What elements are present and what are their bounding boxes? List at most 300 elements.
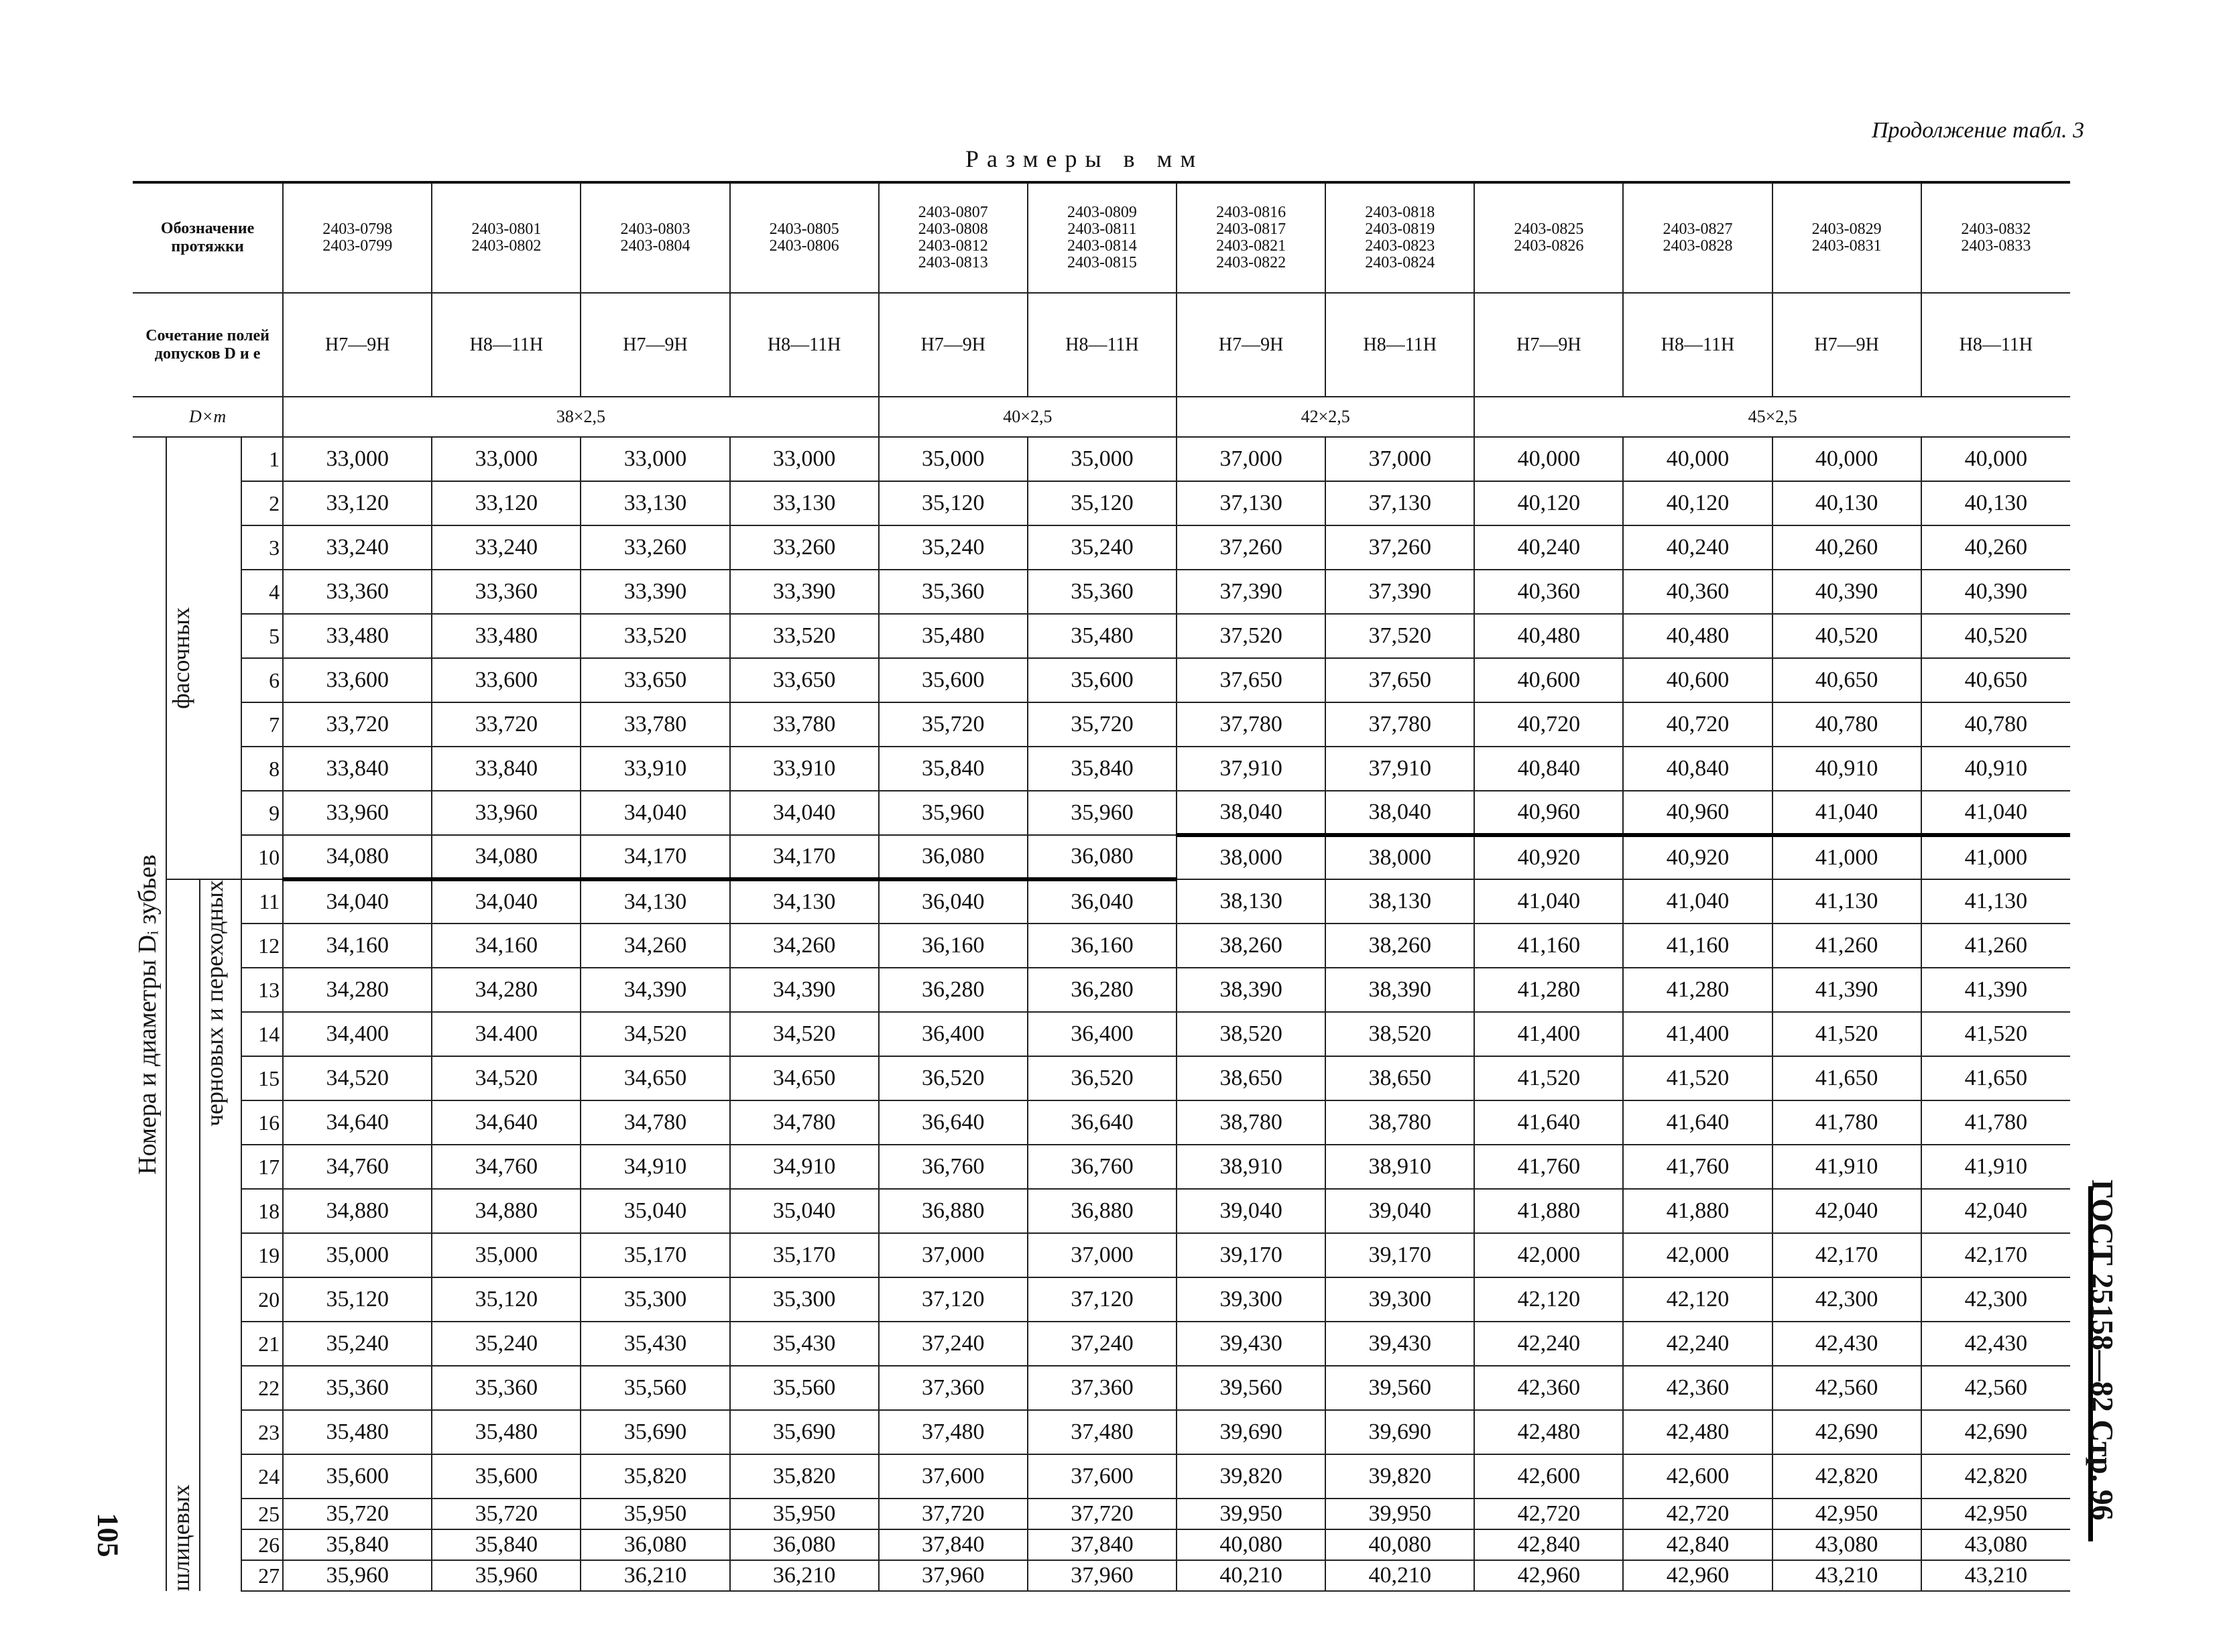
value-cell: 37,840 bbox=[879, 1529, 1028, 1560]
value-cell: 36,640 bbox=[1028, 1100, 1177, 1145]
value-cell: 37,600 bbox=[879, 1454, 1028, 1499]
designation-cell: 2403-0807 2403-0808 2403-0812 2403-0813 bbox=[879, 182, 1028, 293]
value-cell: 35,600 bbox=[432, 1454, 581, 1499]
table-row bbox=[133, 1366, 2070, 1410]
value-cell: 33,910 bbox=[581, 747, 729, 791]
value-cell: 40,840 bbox=[1474, 747, 1623, 791]
value-cell: 37,910 bbox=[1325, 747, 1474, 791]
value-cell: 39,950 bbox=[1177, 1499, 1325, 1529]
value-cell: 33,960 bbox=[283, 791, 432, 835]
value-cell: 34,760 bbox=[432, 1145, 581, 1189]
value-cell: 40,360 bbox=[1623, 570, 1772, 614]
fit-cell: H7—9H bbox=[1772, 293, 1921, 397]
value-cell: 37,130 bbox=[1325, 481, 1474, 525]
value-cell: 35,480 bbox=[1028, 614, 1177, 658]
value-cell: 37,120 bbox=[879, 1277, 1028, 1322]
value-cell: 34,280 bbox=[283, 968, 432, 1012]
value-cell: 40,600 bbox=[1623, 658, 1772, 702]
value-cell: 35,240 bbox=[1028, 525, 1177, 570]
table-row bbox=[133, 1100, 2070, 1145]
gost-label: ГОСТ 25158—82 Стр. 96 bbox=[2086, 1180, 2120, 1521]
value-cell: 34,130 bbox=[581, 879, 729, 924]
value-cell: 36,080 bbox=[1028, 835, 1177, 879]
value-cell: 34,390 bbox=[730, 968, 879, 1012]
value-cell: 43,080 bbox=[1772, 1529, 1921, 1560]
value-cell: 34,040 bbox=[283, 879, 432, 924]
value-cell: 33,910 bbox=[730, 747, 879, 791]
table-row bbox=[133, 1410, 2070, 1454]
value-cell: 33,480 bbox=[432, 614, 581, 658]
value-cell: 37,000 bbox=[1177, 437, 1325, 481]
value-cell: 34,040 bbox=[432, 879, 581, 924]
value-cell: 42,170 bbox=[1921, 1233, 2070, 1277]
value-cell: 36,280 bbox=[879, 968, 1028, 1012]
designation-cell: 2403-0829 2403-0831 bbox=[1772, 182, 1921, 293]
value-cell: 41,130 bbox=[1772, 879, 1921, 924]
value-cell: 40,520 bbox=[1772, 614, 1921, 658]
value-cell: 38,650 bbox=[1325, 1056, 1474, 1100]
value-cell: 35,000 bbox=[283, 1233, 432, 1277]
value-cell: 41,760 bbox=[1623, 1145, 1772, 1189]
value-cell: 42,430 bbox=[1921, 1322, 2070, 1366]
value-cell: 33,650 bbox=[730, 658, 879, 702]
value-cell: 41,040 bbox=[1623, 879, 1772, 924]
table-row bbox=[133, 1322, 2070, 1366]
tooth-number: 13 bbox=[241, 968, 283, 1012]
value-cell: 37,520 bbox=[1177, 614, 1325, 658]
value-cell: 36,880 bbox=[1028, 1189, 1177, 1233]
value-cell: 37,480 bbox=[1028, 1410, 1177, 1454]
value-cell: 42,600 bbox=[1623, 1454, 1772, 1499]
value-cell: 40,000 bbox=[1474, 437, 1623, 481]
table-row bbox=[133, 525, 2070, 570]
value-cell: 34,910 bbox=[581, 1145, 729, 1189]
value-cell: 38,260 bbox=[1177, 924, 1325, 968]
value-cell: 39,170 bbox=[1177, 1233, 1325, 1277]
dm-group-cell: 38×2,5 bbox=[283, 397, 879, 437]
value-cell: 41,640 bbox=[1623, 1100, 1772, 1145]
value-cell: 33,480 bbox=[283, 614, 432, 658]
tooth-number: 18 bbox=[241, 1189, 283, 1233]
value-cell: 40,650 bbox=[1772, 658, 1921, 702]
value-cell: 33,720 bbox=[432, 702, 581, 747]
tooth-number: 19 bbox=[241, 1233, 283, 1277]
dm-group-cell: 40×2,5 bbox=[879, 397, 1177, 437]
value-cell: 39,300 bbox=[1325, 1277, 1474, 1322]
value-cell: 42,720 bbox=[1623, 1499, 1772, 1529]
value-cell: 42,820 bbox=[1772, 1454, 1921, 1499]
value-cell: 42,840 bbox=[1623, 1529, 1772, 1560]
value-cell: 38,260 bbox=[1325, 924, 1474, 968]
value-cell: 34,160 bbox=[432, 924, 581, 968]
value-cell: 38,390 bbox=[1177, 968, 1325, 1012]
value-cell: 33,600 bbox=[283, 658, 432, 702]
value-cell: 36,400 bbox=[1028, 1012, 1177, 1056]
broach-table bbox=[133, 181, 2070, 1592]
value-cell: 37,390 bbox=[1325, 570, 1474, 614]
value-cell: 35,300 bbox=[581, 1277, 729, 1322]
value-cell: 38,000 bbox=[1177, 835, 1325, 879]
value-cell: 40,360 bbox=[1474, 570, 1623, 614]
value-cell: 34,780 bbox=[581, 1100, 729, 1145]
value-cell: 42,360 bbox=[1474, 1366, 1623, 1410]
value-cell: 39,040 bbox=[1325, 1189, 1474, 1233]
value-cell: 37,910 bbox=[1177, 747, 1325, 791]
value-cell: 38,130 bbox=[1177, 879, 1325, 924]
designation-cell: 2403-0827 2403-0828 bbox=[1623, 182, 1772, 293]
value-cell: 40,720 bbox=[1474, 702, 1623, 747]
value-cell: 35,840 bbox=[1028, 747, 1177, 791]
value-cell: 41,650 bbox=[1921, 1056, 2070, 1100]
value-cell: 42,120 bbox=[1623, 1277, 1772, 1322]
fit-cell: H7—9H bbox=[879, 293, 1028, 397]
value-cell: 35,720 bbox=[879, 702, 1028, 747]
value-cell: 40,960 bbox=[1474, 791, 1623, 835]
value-cell: 40,000 bbox=[1772, 437, 1921, 481]
designation-cell: 2403-0805 2403-0806 bbox=[730, 182, 879, 293]
value-cell: 35,120 bbox=[283, 1277, 432, 1322]
value-cell: 35,600 bbox=[1028, 658, 1177, 702]
value-cell: 41,520 bbox=[1921, 1012, 2070, 1056]
value-cell: 40,720 bbox=[1623, 702, 1772, 747]
value-cell: 38,910 bbox=[1177, 1145, 1325, 1189]
group-shaped bbox=[166, 437, 241, 879]
tooth-number: 21 bbox=[241, 1322, 283, 1366]
value-cell: 40,210 bbox=[1325, 1560, 1474, 1591]
value-cell: 40,240 bbox=[1623, 525, 1772, 570]
value-cell: 34,390 bbox=[581, 968, 729, 1012]
value-cell: 36,280 bbox=[1028, 968, 1177, 1012]
table-row bbox=[133, 968, 2070, 1012]
value-cell: 36,080 bbox=[879, 835, 1028, 879]
value-cell: 35,950 bbox=[581, 1499, 729, 1529]
value-cell: 38,520 bbox=[1325, 1012, 1474, 1056]
value-cell: 37,000 bbox=[1325, 437, 1474, 481]
value-cell: 41,650 bbox=[1772, 1056, 1921, 1100]
value-cell: 35,840 bbox=[879, 747, 1028, 791]
value-cell: 39,170 bbox=[1325, 1233, 1474, 1277]
value-cell: 34,080 bbox=[283, 835, 432, 879]
value-cell: 35,120 bbox=[1028, 481, 1177, 525]
table-row bbox=[133, 614, 2070, 658]
value-cell: 37,600 bbox=[1028, 1454, 1177, 1499]
value-cell: 35,000 bbox=[879, 437, 1028, 481]
value-cell: 38,780 bbox=[1325, 1100, 1474, 1145]
value-cell: 41,280 bbox=[1474, 968, 1623, 1012]
value-cell: 34,520 bbox=[432, 1056, 581, 1100]
tooth-number: 14 bbox=[241, 1012, 283, 1056]
value-cell: 33,720 bbox=[283, 702, 432, 747]
value-cell: 36,210 bbox=[581, 1560, 729, 1591]
table-row bbox=[133, 1189, 2070, 1233]
value-cell: 35,690 bbox=[581, 1410, 729, 1454]
group-shaped-text: фасочных bbox=[168, 607, 195, 709]
value-cell: 35,240 bbox=[432, 1322, 581, 1366]
value-cell: 35,040 bbox=[581, 1189, 729, 1233]
designation-cell: 2403-0832 2403-0833 bbox=[1921, 182, 2070, 293]
group-spline bbox=[166, 879, 200, 1591]
value-cell: 36,080 bbox=[581, 1529, 729, 1560]
group-rough bbox=[200, 879, 241, 1591]
table-row bbox=[133, 747, 2070, 791]
value-cell: 41,040 bbox=[1474, 879, 1623, 924]
value-cell: 36,160 bbox=[1028, 924, 1177, 968]
fit-cell: H7—9H bbox=[283, 293, 432, 397]
value-cell: 36,520 bbox=[1028, 1056, 1177, 1100]
value-cell: 42,000 bbox=[1623, 1233, 1772, 1277]
value-cell: 40,910 bbox=[1772, 747, 1921, 791]
value-cell: 38,000 bbox=[1325, 835, 1474, 879]
value-cell: 34,260 bbox=[581, 924, 729, 968]
value-cell: 41,000 bbox=[1772, 835, 1921, 879]
designation-cell: 2403-0816 2403-0817 2403-0821 2403-0822 bbox=[1177, 182, 1325, 293]
value-cell: 41,160 bbox=[1623, 924, 1772, 968]
value-cell: 37,000 bbox=[879, 1233, 1028, 1277]
value-cell: 33,260 bbox=[730, 525, 879, 570]
tooth-number: 1 bbox=[241, 437, 283, 481]
tooth-number: 10 bbox=[241, 835, 283, 879]
value-cell: 34,520 bbox=[581, 1012, 729, 1056]
value-cell: 35,840 bbox=[283, 1529, 432, 1560]
value-cell: 42,560 bbox=[1772, 1366, 1921, 1410]
tooth-number: 8 bbox=[241, 747, 283, 791]
value-cell: 35,560 bbox=[730, 1366, 879, 1410]
value-cell: 37,650 bbox=[1177, 658, 1325, 702]
value-cell: 34,650 bbox=[730, 1056, 879, 1100]
tooth-number: 4 bbox=[241, 570, 283, 614]
value-cell: 41,780 bbox=[1921, 1100, 2070, 1145]
value-cell: 36,210 bbox=[730, 1560, 879, 1591]
value-cell: 35,480 bbox=[283, 1410, 432, 1454]
value-cell: 35,820 bbox=[581, 1454, 729, 1499]
tooth-number: 7 bbox=[241, 702, 283, 747]
value-cell: 40,240 bbox=[1474, 525, 1623, 570]
side-label-text: Номера и диаметры Dᵢ зубьев bbox=[133, 854, 162, 1175]
value-cell: 35,720 bbox=[1028, 702, 1177, 747]
table-row bbox=[133, 1012, 2070, 1056]
tooth-number: 3 bbox=[241, 525, 283, 570]
value-cell: 35,000 bbox=[1028, 437, 1177, 481]
value-cell: 39,430 bbox=[1325, 1322, 1474, 1366]
fits-header: Сочетание полей допусков D и e bbox=[133, 293, 283, 397]
value-cell: 42,240 bbox=[1474, 1322, 1623, 1366]
value-cell: 41,520 bbox=[1474, 1056, 1623, 1100]
value-cell: 34,400 bbox=[283, 1012, 432, 1056]
value-cell: 40,080 bbox=[1177, 1529, 1325, 1560]
value-cell: 41,880 bbox=[1474, 1189, 1623, 1233]
value-cell: 34,520 bbox=[283, 1056, 432, 1100]
value-cell: 43,210 bbox=[1921, 1560, 2070, 1591]
value-cell: 35,960 bbox=[283, 1560, 432, 1591]
value-cell: 41,040 bbox=[1921, 791, 2070, 835]
value-cell: 34,170 bbox=[581, 835, 729, 879]
value-cell: 33,360 bbox=[283, 570, 432, 614]
value-cell: 35,300 bbox=[730, 1277, 879, 1322]
value-cell: 41,780 bbox=[1772, 1100, 1921, 1145]
table-row bbox=[133, 1056, 2070, 1100]
fit-cell: H8—11H bbox=[1325, 293, 1474, 397]
value-cell: 34,080 bbox=[432, 835, 581, 879]
tooth-number: 11 bbox=[241, 879, 283, 924]
value-cell: 33,390 bbox=[730, 570, 879, 614]
designation-cell: 2403-0803 2403-0804 bbox=[581, 182, 729, 293]
value-cell: 35,240 bbox=[879, 525, 1028, 570]
value-cell: 37,240 bbox=[879, 1322, 1028, 1366]
value-cell: 34,910 bbox=[730, 1145, 879, 1189]
value-cell: 38,390 bbox=[1325, 968, 1474, 1012]
designation-cell: 2403-0825 2403-0826 bbox=[1474, 182, 1623, 293]
value-cell: 41,520 bbox=[1772, 1012, 1921, 1056]
value-cell: 34,760 bbox=[283, 1145, 432, 1189]
value-cell: 35,690 bbox=[730, 1410, 879, 1454]
value-cell: 35,840 bbox=[432, 1529, 581, 1560]
value-cell: 34,130 bbox=[730, 879, 879, 924]
value-cell: 35,360 bbox=[432, 1366, 581, 1410]
value-cell: 42,690 bbox=[1921, 1410, 2070, 1454]
value-cell: 37,840 bbox=[1028, 1529, 1177, 1560]
value-cell: 40,650 bbox=[1921, 658, 2070, 702]
table-row bbox=[133, 481, 2070, 525]
designation-cell: 2403-0818 2403-0819 2403-0823 2403-0824 bbox=[1325, 182, 1474, 293]
tooth-number: 16 bbox=[241, 1100, 283, 1145]
designation-cell: 2403-0809 2403-0811 2403-0814 2403-0815 bbox=[1028, 182, 1177, 293]
value-cell: 41,390 bbox=[1772, 968, 1921, 1012]
value-cell: 40,120 bbox=[1623, 481, 1772, 525]
value-cell: 42,840 bbox=[1474, 1529, 1623, 1560]
value-cell: 42,360 bbox=[1623, 1366, 1772, 1410]
value-cell: 37,360 bbox=[879, 1366, 1028, 1410]
value-cell: 35,960 bbox=[432, 1560, 581, 1591]
value-cell: 42,240 bbox=[1623, 1322, 1772, 1366]
value-cell: 36,040 bbox=[1028, 879, 1177, 924]
value-cell: 41,910 bbox=[1772, 1145, 1921, 1189]
value-cell: 39,690 bbox=[1325, 1410, 1474, 1454]
value-cell: 42,480 bbox=[1474, 1410, 1623, 1454]
value-cell: 37,960 bbox=[1028, 1560, 1177, 1591]
value-cell: 40,390 bbox=[1772, 570, 1921, 614]
value-cell: 36,040 bbox=[879, 879, 1028, 924]
value-cell: 33,840 bbox=[283, 747, 432, 791]
table-row bbox=[133, 1529, 2070, 1560]
table-row bbox=[133, 1277, 2070, 1322]
value-cell: 33,130 bbox=[730, 481, 879, 525]
value-cell: 38,780 bbox=[1177, 1100, 1325, 1145]
value-cell: 42,820 bbox=[1921, 1454, 2070, 1499]
value-cell: 41,520 bbox=[1623, 1056, 1772, 1100]
value-cell: 40,130 bbox=[1921, 481, 2070, 525]
value-cell: 42,430 bbox=[1772, 1322, 1921, 1366]
value-cell: 40,480 bbox=[1623, 614, 1772, 658]
tooth-number: 25 bbox=[241, 1499, 283, 1529]
value-cell: 33,390 bbox=[581, 570, 729, 614]
value-cell: 36,080 bbox=[730, 1529, 879, 1560]
value-cell: 38,130 bbox=[1325, 879, 1474, 924]
value-cell: 35,480 bbox=[879, 614, 1028, 658]
value-cell: 40,130 bbox=[1772, 481, 1921, 525]
value-cell: 40,910 bbox=[1921, 747, 2070, 791]
tooth-number: 26 bbox=[241, 1529, 283, 1560]
value-cell: 40,920 bbox=[1474, 835, 1623, 879]
value-cell: 34,160 bbox=[283, 924, 432, 968]
value-cell: 41,400 bbox=[1474, 1012, 1623, 1056]
value-cell: 34,640 bbox=[432, 1100, 581, 1145]
tooth-number: 5 bbox=[241, 614, 283, 658]
fit-cell: H8—11H bbox=[1623, 293, 1772, 397]
value-cell: 37,360 bbox=[1028, 1366, 1177, 1410]
value-cell: 35,720 bbox=[283, 1499, 432, 1529]
tooth-number: 23 bbox=[241, 1410, 283, 1454]
value-cell: 33,120 bbox=[432, 481, 581, 525]
value-cell: 34,780 bbox=[730, 1100, 879, 1145]
value-cell: 40,210 bbox=[1177, 1560, 1325, 1591]
value-cell: 40,520 bbox=[1921, 614, 2070, 658]
value-cell: 38,520 bbox=[1177, 1012, 1325, 1056]
value-cell: 35,720 bbox=[432, 1499, 581, 1529]
value-cell: 40,000 bbox=[1623, 437, 1772, 481]
value-cell: 37,480 bbox=[879, 1410, 1028, 1454]
value-cell: 35,820 bbox=[730, 1454, 879, 1499]
value-cell: 42,950 bbox=[1921, 1499, 2070, 1529]
value-cell: 35,360 bbox=[879, 570, 1028, 614]
value-cell: 42,960 bbox=[1623, 1560, 1772, 1591]
value-cell: 33,360 bbox=[432, 570, 581, 614]
value-cell: 38,040 bbox=[1325, 791, 1474, 835]
value-cell: 40,480 bbox=[1474, 614, 1623, 658]
value-cell: 34.400 bbox=[432, 1012, 581, 1056]
value-cell: 36,160 bbox=[879, 924, 1028, 968]
value-cell: 34,640 bbox=[283, 1100, 432, 1145]
table-row bbox=[133, 437, 2070, 481]
value-cell: 35,600 bbox=[879, 658, 1028, 702]
value-cell: 40,080 bbox=[1325, 1529, 1474, 1560]
value-cell: 36,760 bbox=[879, 1145, 1028, 1189]
value-cell: 35,430 bbox=[581, 1322, 729, 1366]
value-cell: 33,840 bbox=[432, 747, 581, 791]
value-cell: 36,520 bbox=[879, 1056, 1028, 1100]
value-cell: 40,120 bbox=[1474, 481, 1623, 525]
dm-group-cell: 42×2,5 bbox=[1177, 397, 1474, 437]
value-cell: 33,000 bbox=[581, 437, 729, 481]
value-cell: 34,650 bbox=[581, 1056, 729, 1100]
value-cell: 41,260 bbox=[1772, 924, 1921, 968]
value-cell: 42,950 bbox=[1772, 1499, 1921, 1529]
value-cell: 33,650 bbox=[581, 658, 729, 702]
fit-cell: H8—11H bbox=[432, 293, 581, 397]
table-row bbox=[133, 658, 2070, 702]
designation-header: Обозначение протяжки bbox=[133, 182, 283, 293]
value-cell: 42,560 bbox=[1921, 1366, 2070, 1410]
value-cell: 35,360 bbox=[283, 1366, 432, 1410]
value-cell: 33,780 bbox=[581, 702, 729, 747]
table-row bbox=[133, 879, 2070, 924]
value-cell: 42,170 bbox=[1772, 1233, 1921, 1277]
value-cell: 33,000 bbox=[432, 437, 581, 481]
value-cell: 34,880 bbox=[283, 1189, 432, 1233]
value-cell: 40,000 bbox=[1921, 437, 2070, 481]
value-cell: 37,260 bbox=[1177, 525, 1325, 570]
fit-cell: H7—9H bbox=[1177, 293, 1325, 397]
value-cell: 33,000 bbox=[730, 437, 879, 481]
value-cell: 40,920 bbox=[1623, 835, 1772, 879]
value-cell: 35,040 bbox=[730, 1189, 879, 1233]
value-cell: 35,560 bbox=[581, 1366, 729, 1410]
value-cell: 41,760 bbox=[1474, 1145, 1623, 1189]
tooth-number: 27 bbox=[241, 1560, 283, 1591]
tooth-number: 24 bbox=[241, 1454, 283, 1499]
value-cell: 43,210 bbox=[1772, 1560, 1921, 1591]
tooth-number: 9 bbox=[241, 791, 283, 835]
fit-cell: H8—11H bbox=[1028, 293, 1177, 397]
